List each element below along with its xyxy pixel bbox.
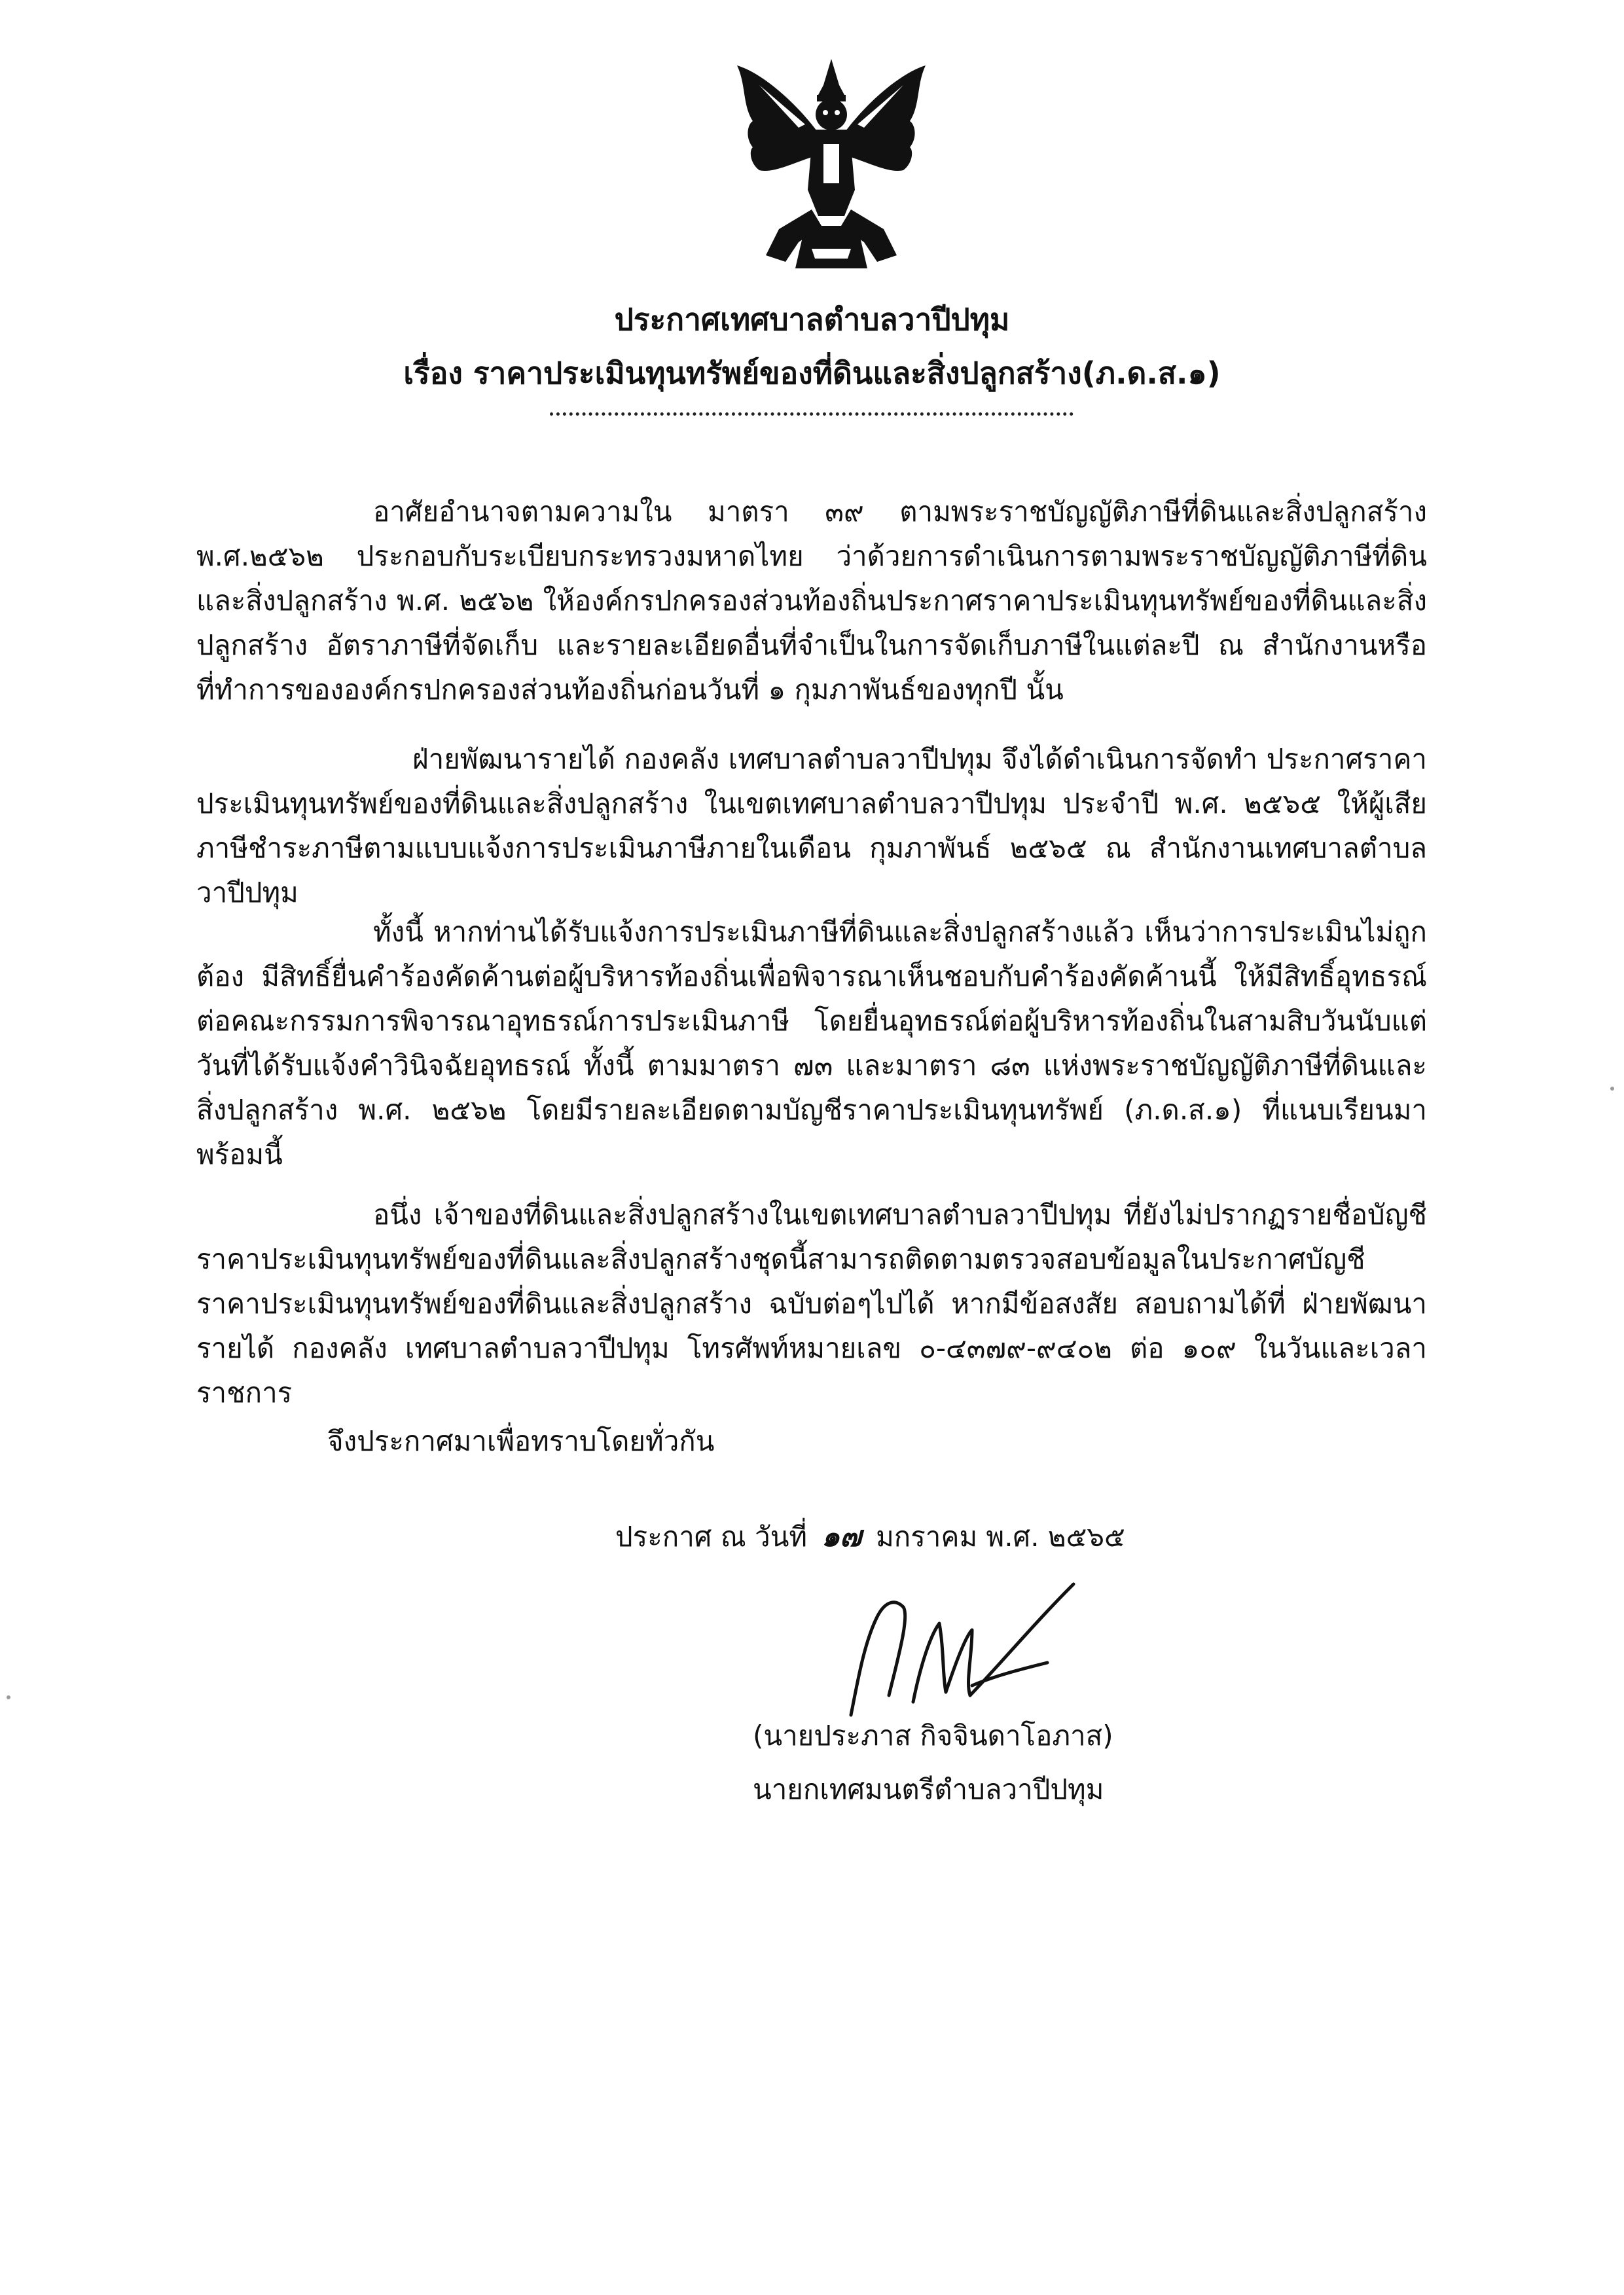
garuda-emblem-icon [733, 59, 929, 275]
paragraph-revenue-division: ฝ่ายพัฒนารายได้ กองคลัง เทศบาลตำบลวาปีปทุม จึงได้ดำเนินการจัดทำ ประกาศราคาประเมินทุนทรัพย์ของที่ดินและสิ่งปลูกสร้าง ในเขตเทศบาลตำบลวาปีปทุม ประจำปี พ.ศ. ๒๕๖๕ ให้ผู้เสียภาษีชำระภาษีตามแบบแจ้งการประเมินภาษีภายในเดือน กุมภาพันธ์ ๒๕๖๕ ณ สำนักงานเทศบาลตำบลวาปีปทุม [196, 743, 1427, 909]
paragraph-additional-info: อนึ่ง เจ้าของที่ดินและสิ่งปลูกสร้างในเขตเทศบาลตำบลวาปีปทุม ที่ยังไม่ปรากฏรายชื่อบัญชีราคาประเมินทุนทรัพย์ของที่ดินและสิ่งปลูกสร้างชุดนี้สามารถติดตามตรวจสอบข้อมูลในประกาศบัญชีราคาประเมินทุนทรัพย์ของที่ดินและสิ่งปลูกสร้าง ฉบับต่อๆไปได้ หากมีข้อสงสัย สอบถามได้ที่ ฝ่ายพัฒนารายได้ กองคลัง เทศบาลตำบลวาปีปทุม โทรศัพท์หมายเลข ๐-๔๓๗๙-๙๔๐๒ ต่อ ๑๐๙ ในวันและเวลาราชการ [196, 1199, 1427, 1409]
announcement-title: ประกาศเทศบาลตำบลวาปีปทุม [614, 302, 1010, 337]
closing-statement: จึงประกาศมาเพื่อทราบโดยทั่วกัน [327, 1425, 715, 1457]
date-month-year: มกราคม พ.ศ. ๒๕๖๕ [876, 1521, 1125, 1553]
paragraph-authority: อาศัยอำนาจตามความใน มาตรา ๓๙ ตามพระราชบัญญัติภาษีที่ดินและสิ่งปลูกสร้าง พ.ศ.๒๕๖๒ ประกอบกับระเบียบกระทรวงมหาดไทย ว่าด้วยการดำเนินการตามพระราชบัญญัติภาษีที่ดินและสิ่งปลูกสร้าง พ.ศ. ๒๕๖๒ ให้องค์กรปกครองส่วนท้องถิ่นประกาศราคาประเมินทุนทรัพย์ของที่ดินและสิ่งปลูกสร้าง อัตราภาษีที่จัดเก็บ และรายละเอียดอื่นที่จำเป็นในการจัดเก็บภาษีในแต่ละปี ณ สำนักงานหรือที่ทำการขององค์กรปกครองส่วนท้องถิ่นก่อนวันที่ ๑ กุมภาพันธ์ของทุกปี นั้น [196, 496, 1427, 706]
paragraph-appeal-rights: ทั้งนี้ หากท่านได้รับแจ้งการประเมินภาษีที่ดินและสิ่งปลูกสร้างแล้ว เห็นว่าการประเมินไม่ถูกต้อง มีสิทธิ์ยื่นคำร้องคัดค้านต่อผู้บริหารท้องถิ่นเพื่อพิจารณาเห็นชอบกับคำร้องคัดค้านนี้ ให้มีสิทธิ์อุทธรณ์ต่อคณะกรรมการพิจารณาอุทธรณ์การประเมินภาษี โดยยื่นอุทธรณ์ต่อผู้บริหารท้องถิ่นในสามสิบวันนับแต่วันที่ได้รับแจ้งคำวินิจฉัยอุทธรณ์ ทั้งนี้ ตามมาตรา ๗๓ และมาตรา ๘๓ แห่งพระราชบัญญัติภาษีที่ดินและสิ่งปลูกสร้าง พ.ศ. ๒๕๖๒ โดยมีรายละเอียดตามบัญชีราคาประเมินทุนทรัพย์ (ภ.ด.ส.๑) ที่แนบเรียนมาพร้อมนี้ [196, 916, 1427, 1170]
announcement-date [615, 1515, 1125, 1559]
signer-name: (นายประภาส กิจจินดาโอภาส) [753, 1720, 1113, 1752]
handwritten-signature [831, 1571, 1080, 1722]
date-prefix: ประกาศ ณ วันที่ [615, 1521, 808, 1553]
date-day: ๑๗ [821, 1520, 862, 1553]
signer-position: นายกเทศมนตรีตำบลวาปีปทุม [753, 1773, 1104, 1805]
scan-mark [1610, 1087, 1614, 1091]
scan-mark [7, 1695, 10, 1699]
dotted-divider [550, 412, 1074, 416]
announcement-subject: เรื่อง ราคาประเมินทุนทรัพย์ของที่ดินและสิ่งปลูกสร้าง(ภ.ด.ส.๑) [403, 355, 1221, 391]
